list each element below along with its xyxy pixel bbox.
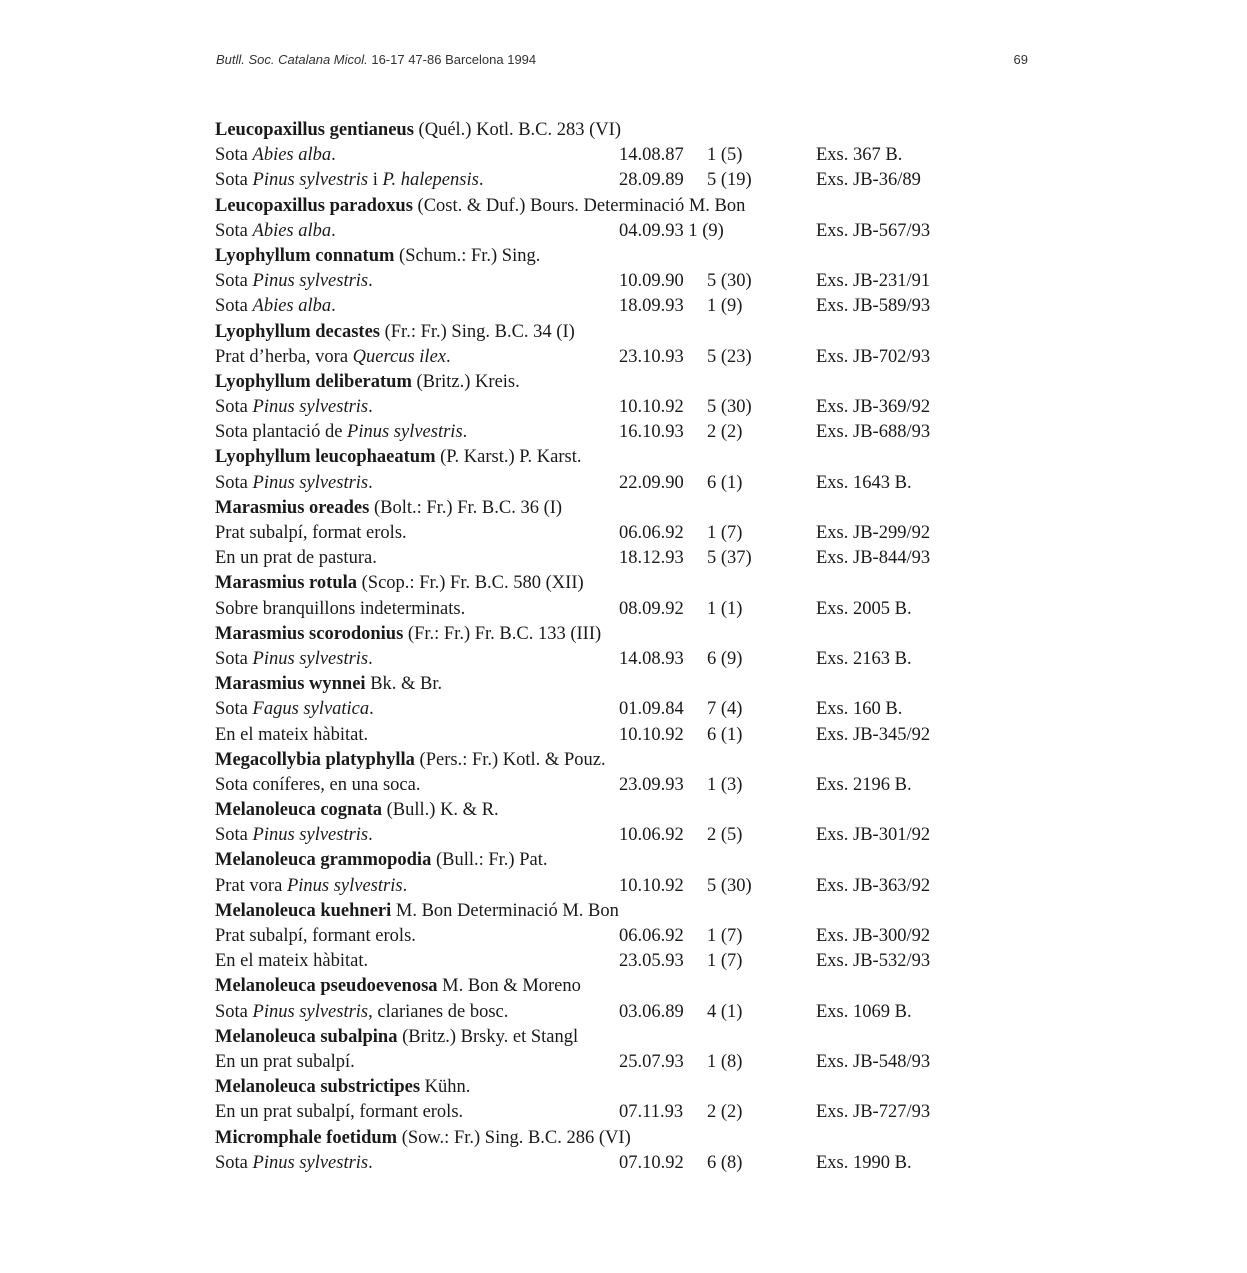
species-line: [215, 748, 606, 773]
species-heading: [0, 1075, 1247, 1100]
species-name: Lyophyllum decastes: [215, 321, 380, 342]
record-row: [0, 219, 1247, 244]
taxon-name: Quercus ilex: [352, 346, 446, 367]
species-line: [215, 848, 547, 873]
taxon-name: Pinus sylvestris: [252, 1001, 369, 1022]
habitat: [215, 1151, 373, 1176]
journal-title: Butll. Soc. Catalana Micol.: [216, 52, 368, 67]
habitat: [215, 345, 451, 370]
species-line: [215, 320, 575, 345]
species-line: [215, 496, 562, 521]
habitat: [215, 294, 336, 319]
collection-date: 03.06.89: [619, 1001, 684, 1022]
record-row: [0, 924, 1247, 949]
habitat-text: En un prat subalpí, formant erols.: [215, 1102, 464, 1123]
record-row: [0, 1000, 1247, 1025]
record-row: [0, 949, 1247, 974]
species-list: [0, 118, 1247, 1176]
record-row: [0, 168, 1247, 193]
habitat-text: Sota: [215, 170, 253, 191]
species-line: [215, 1126, 631, 1151]
species-authority: Bk. & Br.: [365, 674, 443, 695]
species-authority: (Pers.: Fr.) Kotl. & Pouz.: [414, 749, 606, 770]
count: 1 (3): [707, 774, 743, 795]
taxon-name: Pinus sylvestris: [286, 875, 403, 896]
habitat: [215, 420, 467, 445]
species-line: [215, 1025, 578, 1050]
habitat: [215, 471, 373, 496]
species-line: [215, 672, 442, 697]
habitat-text: Sota: [215, 145, 253, 166]
species-authority: M. Bon Determinació M. Bon: [391, 900, 619, 921]
habitat-text: Sobre branquillons indeterminats.: [215, 598, 466, 619]
collection-date: 14.08.87: [619, 145, 684, 166]
page-number: 69: [1013, 52, 1028, 67]
habitat-text: i: [368, 170, 383, 191]
record-row: [0, 546, 1247, 571]
exsiccata-number: Exs. 2005 B.: [816, 598, 912, 619]
habitat-text: .: [368, 271, 373, 292]
habitat-text: Sota: [215, 699, 253, 720]
count: 6 (9): [707, 648, 743, 669]
collection-date: 18.09.93: [619, 296, 684, 317]
habitat-text: .: [331, 220, 336, 241]
collection-date: 10.06.92: [619, 825, 684, 846]
habitat-text: Sota: [215, 825, 253, 846]
habitat-text: .: [402, 875, 408, 896]
habitat: [215, 269, 373, 294]
exsiccata-number: Exs. JB-532/93: [816, 951, 931, 972]
record-row: [0, 874, 1247, 899]
species-authority: (Fr.: Fr.) Sing. B.C. 34 (I): [379, 321, 575, 342]
species-authority: M. Bon & Moreno: [437, 976, 581, 997]
species-name: Lyophyllum leucophaeatum: [215, 447, 436, 468]
exsiccata-number: Exs. JB-301/92: [816, 825, 931, 846]
exsiccata-number: Exs. JB-363/92: [816, 875, 931, 896]
species-authority: (Bull.) K. & R.: [382, 800, 499, 821]
habitat: [215, 1100, 463, 1125]
collection-date: 07.10.92: [619, 1152, 684, 1173]
taxon-name: Fagus sylvatica: [252, 699, 370, 720]
count: 1 (1): [707, 598, 743, 619]
habitat-text: .: [369, 699, 374, 720]
habitat-text: .: [478, 170, 484, 191]
exsiccata-number: Exs. JB-369/92: [816, 397, 931, 418]
collection-date: 04.09.93 1 (9): [619, 220, 724, 241]
taxon-name: Pinus sylvestris: [252, 648, 369, 669]
species-name: Marasmius scorodonius: [215, 623, 404, 644]
habitat: [215, 1000, 508, 1025]
species-name: Marasmius oreades: [215, 497, 370, 518]
species-heading: [0, 899, 1247, 924]
taxon-name: P. halepensis: [382, 170, 479, 191]
collection-date: 14.08.93: [619, 648, 684, 669]
species-heading: [0, 848, 1247, 873]
exsiccata-number: Exs. 160 B.: [816, 699, 903, 720]
species-heading: [0, 496, 1247, 521]
species-heading: [0, 320, 1247, 345]
species-authority: (Schum.: Fr.) Sing.: [394, 245, 541, 266]
count: 6 (8): [707, 1152, 743, 1173]
taxon-name: Pinus sylvestris: [252, 825, 369, 846]
record-row: [0, 1151, 1247, 1176]
count: 2 (5): [707, 825, 743, 846]
species-heading: [0, 1126, 1247, 1151]
species-line: [215, 622, 601, 647]
habitat-text: En el mateix hàbitat.: [215, 724, 369, 745]
habitat-text: .: [368, 825, 373, 846]
collection-date: 10.10.92: [619, 875, 684, 896]
habitat-text: Sota: [215, 271, 253, 292]
exsiccata-number: Exs. 2163 B.: [816, 648, 912, 669]
record-row: [0, 647, 1247, 672]
species-line: [215, 798, 499, 823]
exsiccata-number: Exs. JB-345/92: [816, 724, 931, 745]
taxon-name: Pinus sylvestris: [252, 472, 369, 493]
count: 5 (30): [707, 875, 752, 896]
species-line: [215, 445, 581, 470]
species-authority: (Britz.) Kreis.: [411, 371, 520, 392]
record-row: [0, 1050, 1247, 1075]
habitat-text: .: [331, 296, 336, 317]
species-line: [215, 974, 581, 999]
record-row: [0, 269, 1247, 294]
habitat: [215, 168, 483, 193]
habitat: [215, 395, 373, 420]
species-heading: [0, 118, 1247, 143]
habitat-text: En un prat de pastura.: [215, 548, 377, 569]
species-authority: (P. Karst.) P. Karst.: [435, 447, 582, 468]
habitat-text: .: [446, 346, 451, 367]
habitat: [215, 597, 465, 622]
species-authority: Kühn.: [420, 1077, 471, 1098]
exsiccata-number: Exs. JB-702/93: [816, 346, 931, 367]
taxon-name: Pinus sylvestris: [252, 271, 369, 292]
collection-date: 23.05.93: [619, 951, 684, 972]
habitat-text: .: [368, 648, 373, 669]
species-name: Melanoleuca kuehneri: [215, 900, 392, 921]
species-line: [215, 370, 520, 395]
count: 7 (4): [707, 699, 743, 720]
count: 6 (1): [707, 724, 743, 745]
record-row: [0, 521, 1247, 546]
habitat-text: Sota: [215, 296, 253, 317]
count: 5 (30): [707, 397, 752, 418]
habitat-text: Sota: [215, 648, 253, 669]
exsiccata-number: Exs. 1643 B.: [816, 472, 912, 493]
collection-date: 22.09.90: [619, 472, 684, 493]
species-authority: (Bolt.: Fr.) Fr. B.C. 36 (I): [369, 497, 563, 518]
collection-date: 10.10.92: [619, 397, 684, 418]
collection-date: 16.10.93: [619, 422, 684, 443]
journal-citation: 16-17 47-86 Barcelona 1994: [367, 52, 537, 67]
habitat-text: Sota: [215, 1152, 253, 1173]
exsiccata-number: Exs. 367 B.: [816, 145, 903, 166]
record-row: [0, 420, 1247, 445]
species-heading: [0, 798, 1247, 823]
species-name: Megacollybia platyphylla: [215, 749, 415, 770]
species-heading: [0, 1025, 1247, 1050]
habitat-text: .: [368, 472, 373, 493]
habitat-text: .: [368, 397, 373, 418]
species-heading: [0, 748, 1247, 773]
record-row: [0, 1100, 1247, 1125]
habitat: [215, 647, 373, 672]
habitat-text: Prat vora: [215, 875, 287, 896]
habitat-text: Sota: [215, 1001, 253, 1022]
collection-date: 18.12.93: [619, 548, 684, 569]
exsiccata-number: Exs. JB-727/93: [816, 1102, 931, 1123]
count: 2 (2): [707, 1102, 743, 1123]
record-row: [0, 143, 1247, 168]
habitat: [215, 1050, 355, 1075]
collection-date: 28.09.89: [619, 170, 684, 191]
habitat-text: Sota: [215, 220, 253, 241]
species-name: Melanoleuca cognata: [215, 800, 382, 821]
habitat-text: Sota: [215, 397, 253, 418]
habitat: [215, 874, 407, 899]
habitat: [215, 949, 368, 974]
collection-date: 08.09.92: [619, 598, 684, 619]
exsiccata-number: Exs. 1069 B.: [816, 1001, 912, 1022]
species-authority: (Britz.) Brsky. et Stangl: [397, 1026, 579, 1047]
record-row: [0, 723, 1247, 748]
species-name: Melanoleuca grammopodia: [215, 850, 432, 871]
taxon-name: Abies alba: [252, 220, 332, 241]
collection-date: 23.10.93: [619, 346, 684, 367]
collection-date: 25.07.93: [619, 1051, 684, 1072]
species-heading: [0, 244, 1247, 269]
species-heading: [0, 672, 1247, 697]
collection-date: 06.06.92: [619, 523, 684, 543]
species-name: Lyophyllum deliberatum: [215, 371, 412, 392]
species-line: [215, 571, 584, 596]
species-line: [215, 194, 745, 219]
species-name: Marasmius wynnei: [215, 674, 366, 695]
species-heading: [0, 370, 1247, 395]
species-heading: [0, 445, 1247, 470]
species-authority: (Fr.: Fr.) Fr. B.C. 133 (III): [403, 623, 602, 644]
species-line: [215, 244, 540, 269]
collection-date: 06.06.92: [619, 926, 684, 946]
habitat-text: .: [331, 145, 336, 166]
running-header: [216, 52, 1028, 67]
count: 1 (7): [707, 926, 743, 946]
habitat: [215, 924, 416, 949]
habitat-text: En un prat subalpí.: [215, 1051, 355, 1072]
species-heading: [0, 571, 1247, 596]
collection-date: 10.09.90: [619, 271, 684, 292]
count: 1 (5): [707, 145, 743, 166]
species-authority: (Cost. & Duf.) Bours. Determinació M. Bon: [412, 195, 746, 216]
habitat: [215, 546, 377, 571]
habitat-text: Prat subalpí, format erols.: [215, 523, 407, 543]
species-name: Marasmius rotula: [215, 573, 358, 594]
count: 4 (1): [707, 1001, 743, 1022]
habitat: [215, 773, 420, 798]
count: 5 (30): [707, 271, 752, 292]
habitat: [215, 219, 336, 244]
count: 5 (37): [707, 548, 752, 569]
count: 1 (8): [707, 1051, 743, 1072]
habitat-text: Sota coníferes, en una soca.: [215, 774, 421, 795]
habitat-text: Prat subalpí, formant erols.: [215, 926, 416, 946]
count: 6 (1): [707, 472, 743, 493]
habitat-text: Sota plantació de: [215, 422, 348, 443]
habitat-text: En el mateix hàbitat.: [215, 951, 369, 972]
species-line: [215, 899, 619, 924]
species-name: Melanoleuca substrictipes: [215, 1077, 421, 1098]
taxon-name: Pinus sylvestris: [347, 422, 463, 443]
species-name: Leucopaxillus paradoxus: [215, 195, 413, 216]
exsiccata-number: Exs. JB-589/93: [816, 296, 931, 317]
count: 1 (9): [707, 296, 743, 317]
exsiccata-number: Exs. JB-548/93: [816, 1051, 931, 1072]
species-heading: [0, 194, 1247, 219]
species-line: [215, 1075, 470, 1100]
taxon-name: Pinus sylvestris: [252, 170, 369, 191]
species-line: [215, 118, 621, 143]
species-heading: [0, 622, 1247, 647]
taxon-name: Abies alba: [252, 296, 332, 317]
habitat: [215, 697, 374, 722]
habitat: [215, 823, 373, 848]
record-row: [0, 471, 1247, 496]
species-name: Lyophyllum connatum: [215, 245, 395, 266]
habitat-text: .: [462, 422, 468, 443]
habitat-text: Prat d’herba, vora: [215, 346, 353, 367]
record-row: [0, 697, 1247, 722]
record-row: [0, 823, 1247, 848]
taxon-name: Pinus sylvestris: [252, 397, 369, 418]
exsiccata-number: Exs. JB-299/92: [816, 523, 931, 543]
exsiccata-number: Exs. JB-36/89: [816, 170, 921, 191]
habitat: [215, 723, 368, 748]
count: 1 (7): [707, 523, 743, 543]
habitat-text: .: [368, 1152, 373, 1173]
habitat: [215, 143, 336, 168]
count: 2 (2): [707, 422, 743, 443]
exsiccata-number: Exs. JB-231/91: [816, 271, 931, 292]
species-authority: (Scop.: Fr.) Fr. B.C. 580 (XII): [357, 573, 584, 594]
species-name: Melanoleuca pseudoevenosa: [215, 976, 438, 997]
record-row: [0, 345, 1247, 370]
exsiccata-number: Exs. JB-300/92: [816, 926, 931, 946]
collection-date: 07.11.93: [619, 1102, 684, 1123]
record-row: [0, 395, 1247, 420]
exsiccata-number: Exs. JB-688/93: [816, 422, 931, 443]
collection-date: 10.10.92: [619, 724, 684, 745]
collection-date: 23.09.93: [619, 774, 684, 795]
exsiccata-number: Exs. 1990 B.: [816, 1152, 912, 1173]
collection-date: 01.09.84: [619, 699, 684, 720]
species-heading: [0, 974, 1247, 999]
count: 1 (7): [707, 951, 743, 972]
record-row: [0, 597, 1247, 622]
habitat: [215, 521, 407, 546]
record-row: [0, 294, 1247, 319]
species-name: Micromphale foetidum: [215, 1127, 398, 1148]
count: 5 (23): [707, 346, 752, 367]
habitat-text: , clarianes de bosc.: [368, 1001, 509, 1022]
exsiccata-number: Exs. 2196 B.: [816, 774, 912, 795]
species-authority: (Bull.: Fr.) Pat.: [431, 850, 548, 871]
species-name: Melanoleuca subalpina: [215, 1026, 398, 1047]
taxon-name: Abies alba: [252, 145, 332, 166]
exsiccata-number: Exs. JB-844/93: [816, 548, 931, 569]
taxon-name: Pinus sylvestris: [252, 1152, 369, 1173]
record-row: [0, 773, 1247, 798]
habitat-text: Sota: [215, 472, 253, 493]
species-authority: (Quél.) Kotl. B.C. 283 (VI): [413, 120, 621, 140]
exsiccata-number: Exs. JB-567/93: [816, 220, 931, 241]
species-authority: (Sow.: Fr.) Sing. B.C. 286 (VI): [397, 1127, 631, 1148]
count: 5 (19): [707, 170, 752, 191]
species-name: Leucopaxillus gentianeus: [215, 120, 414, 140]
